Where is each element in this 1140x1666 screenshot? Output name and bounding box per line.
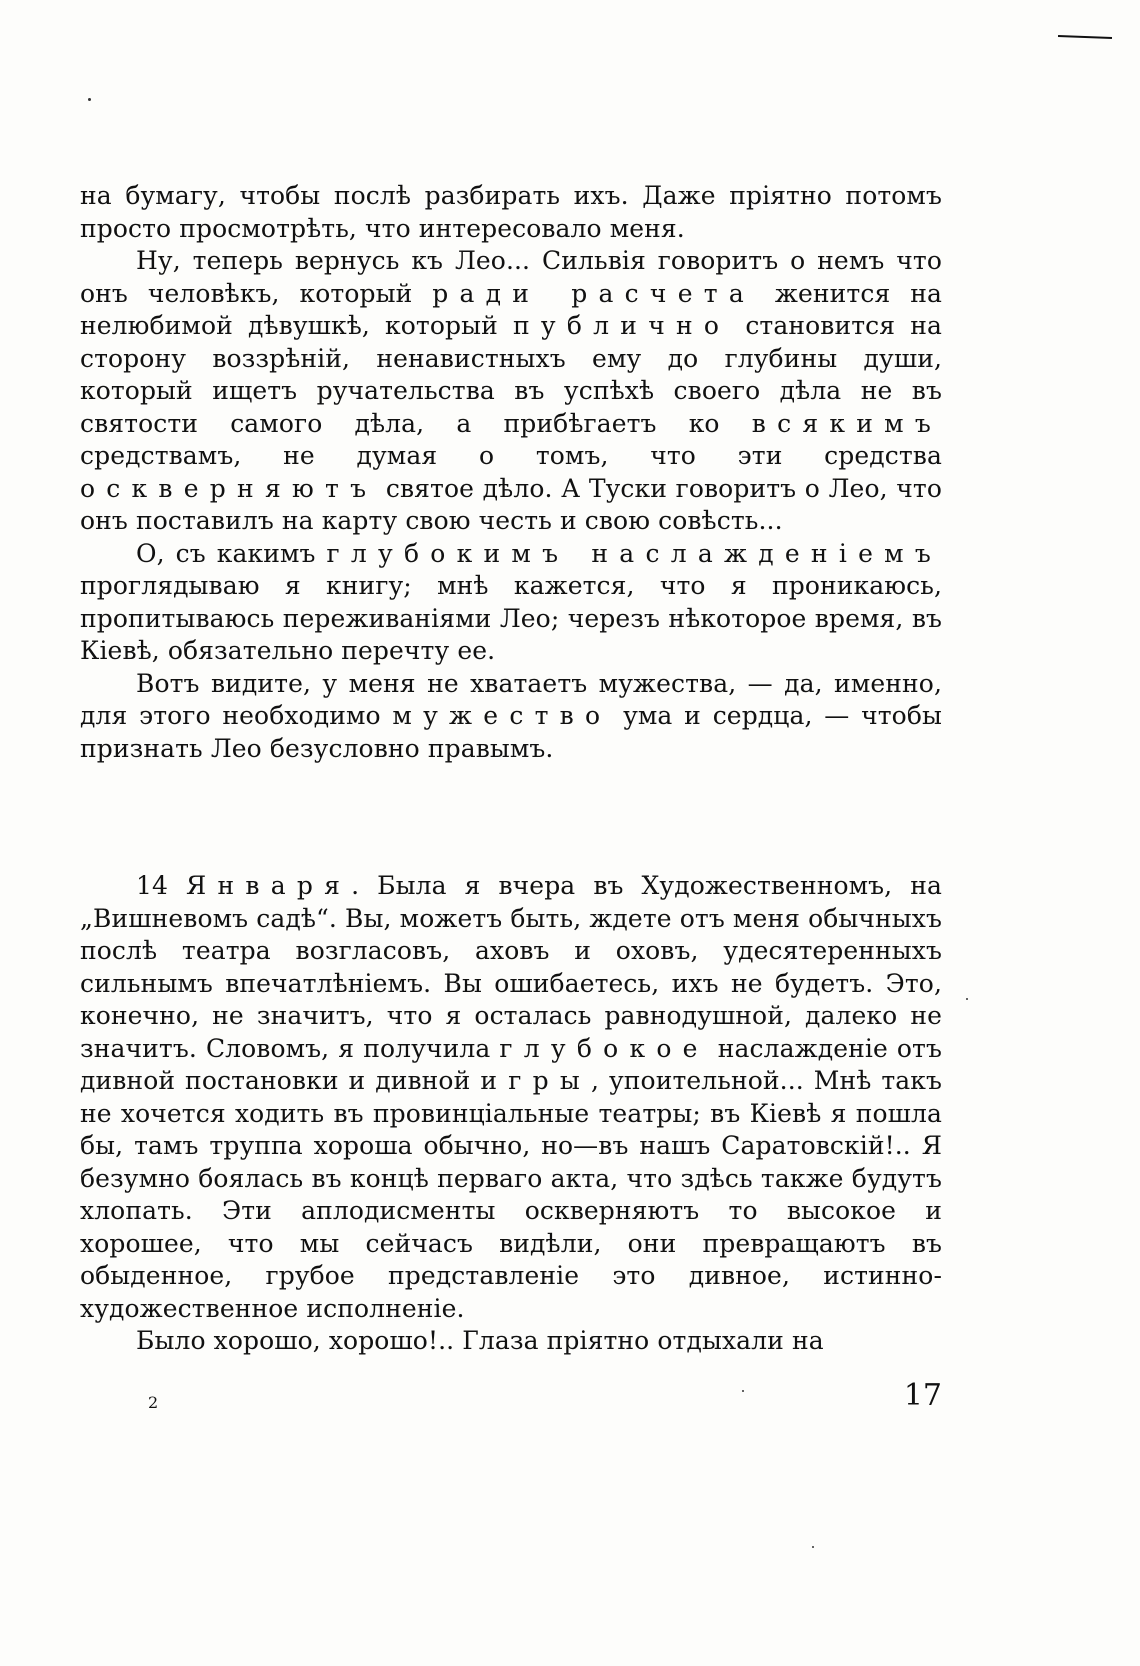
paragraph bbox=[80, 245, 942, 538]
emphasized-spaced-text: Января bbox=[186, 871, 352, 900]
text-run: , упоительной... Мнѣ такъ не хочется ходить въ провинціальные театры; въ Кіевѣ я пошла бы, тамъ труппа хороша обычно, но—въ нашъ Саратовскій!.. Я безумно боялась въ концѣ перваго акта, что здѣсь также будутъ хлопать. Эти аплодисменты оскверняютъ то высокое и хорошее, что мы сейчасъ видѣли, они превращаютъ въ обыденное, грубое представленіе это дивное, истинно-художественное исполненіе. bbox=[80, 1066, 942, 1323]
text-run: средствамъ, не думая о томъ, что эти средства bbox=[80, 441, 942, 470]
diary-text-top bbox=[80, 180, 942, 765]
text-run: . Была я вчера въ Художественномъ, на „Вишневомъ садѣ“. Вы, можетъ быть, ждете отъ меня обычныхъ послѣ театра возгласовъ, аховъ и оховъ, удесятеренныхъ сильнымъ впечатлѣніемъ. Вы ошибаетесь, ихъ не будетъ. Это, конечно, не значитъ, что я осталась равнодушной, далеко не значитъ. Словомъ, я получила bbox=[80, 871, 942, 1063]
paragraph bbox=[80, 668, 942, 766]
emphasized-spaced-text: оскверняютъ bbox=[80, 473, 378, 503]
text-run: на бумагу, чтобы послѣ разбирать ихъ. Даже пріятно потомъ просто просмотрѣть, что интересовало меня. bbox=[80, 181, 942, 243]
ink-speck bbox=[812, 1546, 814, 1548]
emphasized-spaced-text: всякимъ bbox=[751, 408, 942, 438]
emphasized-spaced-text: публично bbox=[512, 311, 731, 340]
text-run: ума и сердца, — чтобы признать Лео безусловно правымъ. bbox=[80, 701, 942, 763]
emphasized-spaced-text: глубокое bbox=[499, 1033, 709, 1063]
text-run: святое дѣло. А Туски говоритъ о Лео, что онъ поставилъ на карту свою честь и свою совѣсть... bbox=[80, 473, 942, 535]
text-run: Вотъ видите, у меня не хватаетъ мужества, — да, именно, для этого необходимо bbox=[80, 668, 942, 730]
text-run: наслажденіе отъ дивной постановки и дивной bbox=[80, 1033, 942, 1095]
text-run: О, съ какимъ bbox=[136, 538, 327, 568]
text-run: 14 bbox=[136, 871, 187, 900]
emphasized-spaced-text: мужество bbox=[392, 701, 612, 730]
printer-signature-mark: 2 bbox=[148, 1393, 159, 1412]
paragraph bbox=[80, 180, 942, 245]
paragraph bbox=[80, 1325, 942, 1358]
text-run: проглядываю я книгу; мнѣ кажется, что я проникаюсь, пропитываюсь переживаніями Лео; черезъ нѣкоторое время, въ Кіевѣ, обязательно перечту ее. bbox=[80, 571, 942, 665]
emphasized-spaced-text: глубокимъ наслажденіемъ bbox=[326, 538, 942, 568]
diary-entry-january-14 bbox=[80, 870, 942, 1358]
ink-speck bbox=[742, 1390, 744, 1392]
page-number: 17 bbox=[903, 1378, 942, 1413]
text-run: женится на нелюбимой дѣвушкѣ, который bbox=[80, 278, 942, 340]
ink-speck bbox=[966, 998, 968, 1000]
ink-speck bbox=[88, 98, 91, 101]
emphasized-spaced-text: ради расчета bbox=[432, 278, 755, 308]
paragraph bbox=[80, 870, 942, 1325]
emphasized-spaced-text: игры bbox=[480, 1066, 591, 1095]
text-run: Ну, теперь вернусь къ Лео... Сильвія говоритъ о немъ что онъ человѣкъ, который bbox=[80, 246, 942, 308]
paragraph bbox=[80, 538, 942, 668]
text-run: становится на сторону воззрѣній, ненавистныхъ ему до глубины души, который ищетъ ручательства въ успѣхѣ своего дѣла не въ святости самого дѣла, а прибѣгаетъ ко bbox=[80, 311, 942, 438]
corner-ink-mark bbox=[1058, 35, 1112, 39]
text-run: Было хорошо, хорошо!.. Глаза пріятно отдыхали на bbox=[136, 1326, 824, 1355]
